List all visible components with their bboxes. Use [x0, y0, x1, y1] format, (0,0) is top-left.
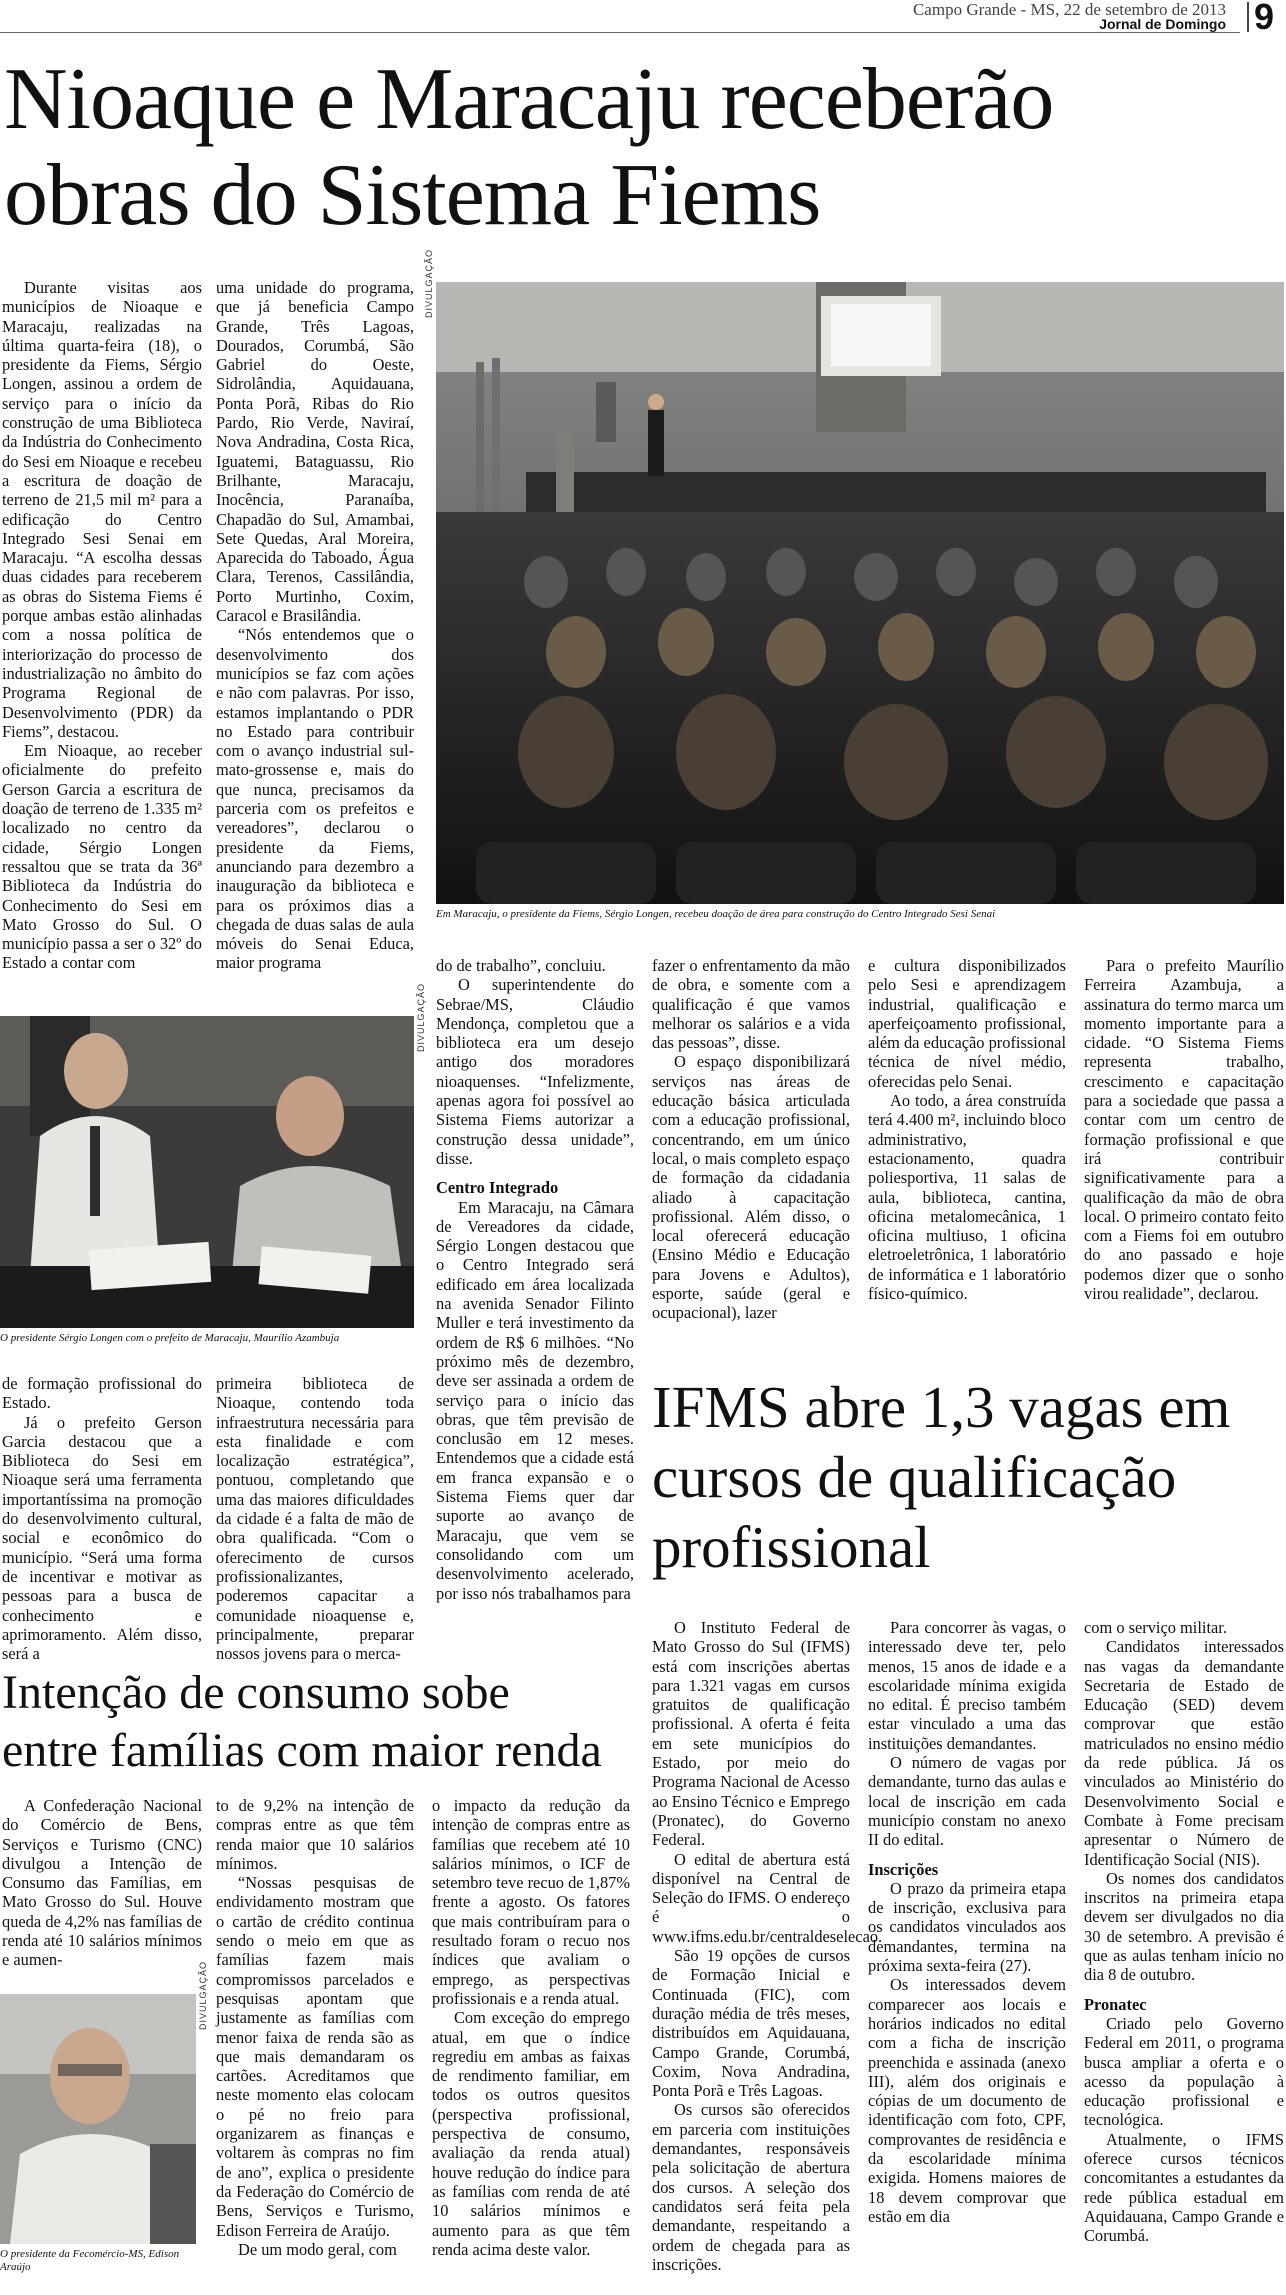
paragraph: “Nós entendemos que o desenvolvimento dos municípios se faz com ações e não com palavras. Por isso, estamos implantando o PDR no Estado para contribuir com o avanço industrial sul-mato-grossense e, mais do que nunca, precisamos da parceria com os prefeitos e vereadores”, declarou o presidente da Fiems, anunciando para dezembro a inauguração da biblioteca e para os próximos dias a chegada de duas salas de aula móveis do Senai Educa, maior programa [216, 625, 414, 973]
article1-column-3 [436, 956, 634, 1603]
auditorium-photo [436, 282, 1284, 904]
article3-column-3 [1084, 1618, 1284, 2246]
photo-caption: Em Maracaju, o presidente da Fiems, Sérgio Longen, recebeu doação de área para construção do Centro Integrado Sesi Senai [436, 908, 996, 920]
header-separator [1247, 2, 1249, 32]
article1-column-1-continued [2, 1374, 202, 1663]
article3-headline [652, 1372, 1284, 1582]
subheading-pronatec: Pronatec [1084, 1994, 1147, 2014]
article3-column-1 [652, 1618, 883, 2274]
paragraph: De um modo geral, com [238, 2239, 397, 2259]
article1-column-2 [216, 278, 414, 973]
paragraph: O superintendente do Sebrae/MS, Cláudio Mendonça, completou que a biblioteca era um desejo antigo dos moradores nioaquenses. “Infelizmente, apenas agora foi possível ao Sistema Fiems autorizar a construção dessa unidade”, disse. [436, 975, 634, 1168]
paragraph: Os interessados devem comparecer aos locais e horários indicados no edital com a ficha de inscrição preenchida e assinada (anexo III), além dos originais e cópias de um documento de identificação com foto, CPF, comprovantes de residência e da escolaridade mínima exigida. Homens maiores de 18 devem comprovar que estão em dia [868, 1975, 1066, 2226]
paragraph: e cultura disponibilizados pelo Sesi e aprendizagem industrial, qualificação e aperfeiçoamento profissional, além da educação profissional técnica de nível médio, oferecidas pelo Senai. [868, 956, 1066, 1091]
paragraph: Criado pelo Governo Federal em 2011, o programa busca ampliar a oferta e o acesso da população à educação profissional e tecnológica. [1084, 2013, 1284, 2130]
paragraph: Para o prefeito Maurílio Ferreira Azambuja, a assinatura do termo marca um momento importante para a cidade. “O Sistema Fiems representa trabalho, crescimento e capacitação para a sociedade que passa a contar com um centro de formação profissional e que irá contribuir significativamente para a qualificação da mão de obra local. O primeiro contato feito com a Fiems foi em outubro do ano passado e hoje podemos dizer que o sonho virou realidade”, declarou. [1084, 956, 1284, 1304]
paragraph: Com exceção do emprego atual, em que o índice regrediu em ambas as faixas de rendimento familiar, em todos os outros quesitos (perspectiva profissional, perspectiva de consumo, avaliação da renda atual) houve redução do índice para as famílias com renda de até 10 salários mínimos e aumento para as que têm renda acima deste valor. [432, 2008, 630, 2259]
paragraph: o impacto da redução da intenção de compras entre as famílias que recebem até 10 salários mínimos, o ICF de setembro teve recuo de 1,87% frente a agosto. Os fatores que mais contribuíram para o resultado foram o recuo nos índices que avaliam o emprego, as perspectivas profissionais e a renda atual. [432, 1796, 630, 2008]
paragraph: de formação profissional do Estado. [2, 1374, 202, 1413]
article1-headline [4, 52, 1284, 244]
signing-photo-image [0, 1016, 414, 1328]
paragraph: Atualmente, o IFMS oferece cursos técnicos concomitantes a estudantes da rede pública estadual em Aquidauana, Campo Grande e Corumbá. [1084, 2129, 1284, 2246]
article1-column-5 [868, 956, 1066, 1303]
paragraph: São 19 opções de cursos de Formação Inicial e Continuada (FIC), com duração média de três meses, distribuídos em Aquidauana, Campo Grande, Corumbá, Coxim, Nova Andradina, Ponta Porã e Três Lagoas. [652, 1946, 850, 2101]
page-number: 9 [1254, 0, 1275, 37]
paragraph: Ao todo, a área construída terá 4.400 m², incluindo bloco administrativo, estacionamento, quadra poliesportiva, 11 salas de aula, biblioteca, cantina, oficina metalomecânica, 1 oficina multiuso, 1 oficina eletroeletrônica, 1 laboratório de informática e 1 laboratório físico-químico. [868, 1091, 1066, 1304]
newspaper-name: Jornal de Domingo [1099, 16, 1226, 32]
paragraph: O espaço disponibilizará serviços nas áreas de educação básica articulada com a educação profissional, concentrando, em um único local, o mais completo espaço de formação da cidadania aliado à capacitação profissional. Além disso, o local oferecerá educação (Ensino Médio e Educação para Jovens e Adultos), esporte, saúde (geral e ocupacional), lazer [652, 1052, 850, 1323]
paragraph: O prazo da primeira etapa de inscrição, exclusiva para os candidatos vinculados aos demandantes, termina na próxima sexta-feira (27). [868, 1878, 1066, 1976]
paragraph: Os nomes dos candidatos inscritos na primeira etapa devem ser divulgados no dia 30 de setembro. A previsão é que as aulas tenham início no dia 8 de outubro. [1084, 1868, 1284, 1985]
paragraph: O Instituto Federal de Mato Grosso do Sul (IFMS) está com inscrições abertas para 1.321 vagas em cursos gratuitos de qualificação profissional. A oferta é feita em sete municípios do Estado, por meio do Programa Nacional de Acesso ao Ensino Técnico e Emprego (Pronatec), do Governo Federal. [652, 1618, 850, 1850]
article1-column-6 [1084, 956, 1284, 1303]
article1-headline-line1: Nioaque e Maracaju receberão [4, 51, 1054, 148]
auditorium-photo-image [436, 282, 1284, 904]
paragraph: Os cursos são oferecidos em parceria com instituições demandantes, responsáveis pela solicitação de abertura dos cursos. A seleção dos candidatos será feita pela demandante, respeitando a ordem de chegada para as inscrições. [652, 2100, 850, 2274]
paragraph: Candidatos interessados nas vagas da demandante Secretaria de Estado de Educação (SED) devem comprovar que estão matriculados no ensino médio da rede pública. Já os vinculados ao Ministério do Desenvolvimento Social e Combate à Fome precisam apresentar o Número de Identificação Social (NIS). [1084, 1637, 1284, 1869]
paragraph: Em Nioaque, ao receber oficialmente do prefeito Gerson Garcia a escritura de doação de terreno de 1.335 m² localizado no centro da cidade, Sérgio Longen ressaltou que se trata da 36ª Biblioteca da Indústria do Conhecimento do Sesi em Mato Grosso do Sul. O município passa a ser o 32º do Estado a contar com [2, 741, 202, 973]
article1-column-1 [2, 278, 202, 973]
signing-photo [0, 1016, 414, 1328]
article3-headline-line2: cursos de qualificação [652, 1444, 1177, 1510]
subheading-inscricoes: Inscrições [868, 1859, 939, 1879]
paragraph: O número de vagas por demandante, turno das aulas e local de inscrição em cada município constam no anexo II do edital. [868, 1753, 1066, 1850]
article3-headline-line1: IFMS abre 1,3 vagas em [652, 1374, 1231, 1440]
paragraph: Já o prefeito Gerson Garcia destacou que a Biblioteca do Sesi em Nioaque será uma ferramenta importantíssima na promoção do desenvolvimento cultural, social e econômico do município. “Será uma forma de incentivar e motivar as pessoas para a busca de conhecimento e aprimoramento. Além disso, será a [2, 1412, 202, 1664]
photo-credit: DIVULGAÇÃO [198, 1960, 208, 2030]
article2-column-3 [432, 1796, 630, 2259]
subheading-centro-integrado: Centro Integrado [436, 1178, 559, 1198]
paragraph: fazer o enfrentamento da mão de obra, e somente com a qualificação é que vamos melhorar os salários e a vida das pessoas”, disse. [652, 956, 850, 1053]
article3-headline-line3: profissional [652, 1514, 931, 1580]
edition-date: Campo Grande - MS, 22 de setembro de 2013 [912, 0, 1226, 19]
paragraph: “Nossas pesquisas de endividamento mostram que o cartão de crédito continua sendo o meio em que as famílias fazem mais compromissos parcelados e pesquisas apontam que justamente as famílias com menor faixa de renda são as que mais demandaram os cartões. Acreditamos que neste momento elas colocam o pé no freio para organizarem as finanças e voltarem às compras no fim de ano”, explica o presidente da Federação do Comércio de Bens, Serviços e Turismo, Edison Ferreira de Araújo. [216, 1873, 414, 2240]
paragraph: uma unidade do programa, que já beneficia Campo Grande, Três Lagoas, Dourados, Corumbá, São Gabriel do Oeste, Sidrolândia, Aquidauana, Ponta Porã, Ribas do Rio Pardo, Rio Verde, Naviraí, Nova Andradina, Costa Rica, Iguatemi, Bataguassu, Rio Brilhante, Maracaju, Inocência, Paranaíba, Chapadão do Sul, Amambai, Sete Quedas, Aral Moreira, Aparecida do Taboado, Água Clara, Terenos, Cassilândia, Porto Murtinho, Coxim, Caracol e Brasilândia. [216, 278, 414, 626]
paragraph: to de 9,2% na intenção de compras entre as que têm renda maior que 10 salários mínimos. [216, 1796, 414, 1873]
paragraph: do de trabalho”, concluiu. [436, 956, 606, 975]
paragraph: Em Maracaju, na Câmara de Vereadores da cidade, Sérgio Longen destacou que o Centro Integrado será edificado em área localizada na avenida Senador Filinto Muller e terá investimento da ordem de R$ 6 milhões. “No próximo mês de dezembro, deve ser assinada a ordem de serviço para o início das obras, que têm previsão de conclusão em 12 meses. Entendemos que a cidade está em franca expansão e o Sistema Fiems quer dar suporte ao avanço de Maracaju, que vem se consolidando com um desenvolvimento acelerado, por isso nós trabalhamos para [436, 1197, 634, 1603]
paragraph: O edital de abertura está disponível na Central de Seleção do IFMS. O endereço é o www.ifms.edu.br/centraldeselecao. [652, 1849, 883, 1946]
photo-caption: O presidente da Fecomércio-MS, Edison Araújo [0, 2248, 180, 2273]
photo-caption: O presidente Sérgio Longen com o prefeito de Maracaju, Maurílio Azambuja [0, 1332, 340, 1344]
paragraph: com o serviço militar. [1084, 1618, 1227, 1637]
article1-column-4 [652, 956, 850, 1323]
article2-headline [2, 1664, 642, 1780]
article2-column-2 [216, 1796, 414, 2259]
paragraph: A Confederação Nacional do Comércio de Bens, Serviços e Turismo (CNC) divulgou a Intenção de Consumo das Famílias, em Mato Grosso do Sul. Houve queda de 4,2% nas famílias de renda até 10 salários mínimos e aumen- [2, 1796, 202, 1970]
paragraph: primeira biblioteca de Nioaque, contendo toda infraestrutura necessária para esta finalidade e com localização estratégica”, pontuou, completando que uma das maiores dificuldades da cidade é a falta de mão de obra qualificada. “Com o oferecimento de cursos profissionalizantes, poderemos capacitar a comunidade nioaquense e, principalmente, preparar nossos jovens para o merca- [216, 1374, 414, 1664]
article2-column-1 [2, 1796, 202, 1970]
portrait-photo [0, 1994, 196, 2244]
article2-headline-line1: Intenção de consumo sobe [2, 1666, 510, 1719]
article1-column-2-continued [216, 1374, 414, 1663]
article2-headline-line2: entre famílias com maior renda [2, 1724, 602, 1777]
paragraph: Para concorrer às vagas, o interessado deve ter, pelo menos, 15 anos de idade e a escolaridade mínima exigida no edital. É preciso também estar vinculado a uma das instituições demandantes. [868, 1618, 1066, 1753]
header-rule [0, 32, 1240, 33]
photo-credit: DIVULGAÇÃO [424, 248, 434, 318]
paragraph: Durante visitas aos municípios de Nioaque e Maracaju, realizadas na última quarta-feira (18), o presidente da Fiems, Sérgio Longen, assinou a ordem de serviço para o início da construção de uma Biblioteca da Indústria do Conhecimento do Sesi em Nioaque e recebeu a escritura de doação de terreno de 21,5 mil m² para a edificação do Centro Integrado Sesi Senai em Maracaju. “A escolha dessas duas cidades para receberem as obras do Sistema Fiems é porque ambas estão alinhadas com a nossa política de interiorização do processo de industrialização no âmbito do Programa Regional de Desenvolvimento (PDR) da Fiems”, destacou. [2, 278, 202, 741]
portrait-photo-image [0, 1994, 196, 2244]
photo-credit: DIVULGAÇÃO [416, 982, 426, 1052]
article3-column-2 [868, 1618, 1066, 2226]
article1-headline-line2: obras do Sistema Fiems [4, 147, 821, 244]
